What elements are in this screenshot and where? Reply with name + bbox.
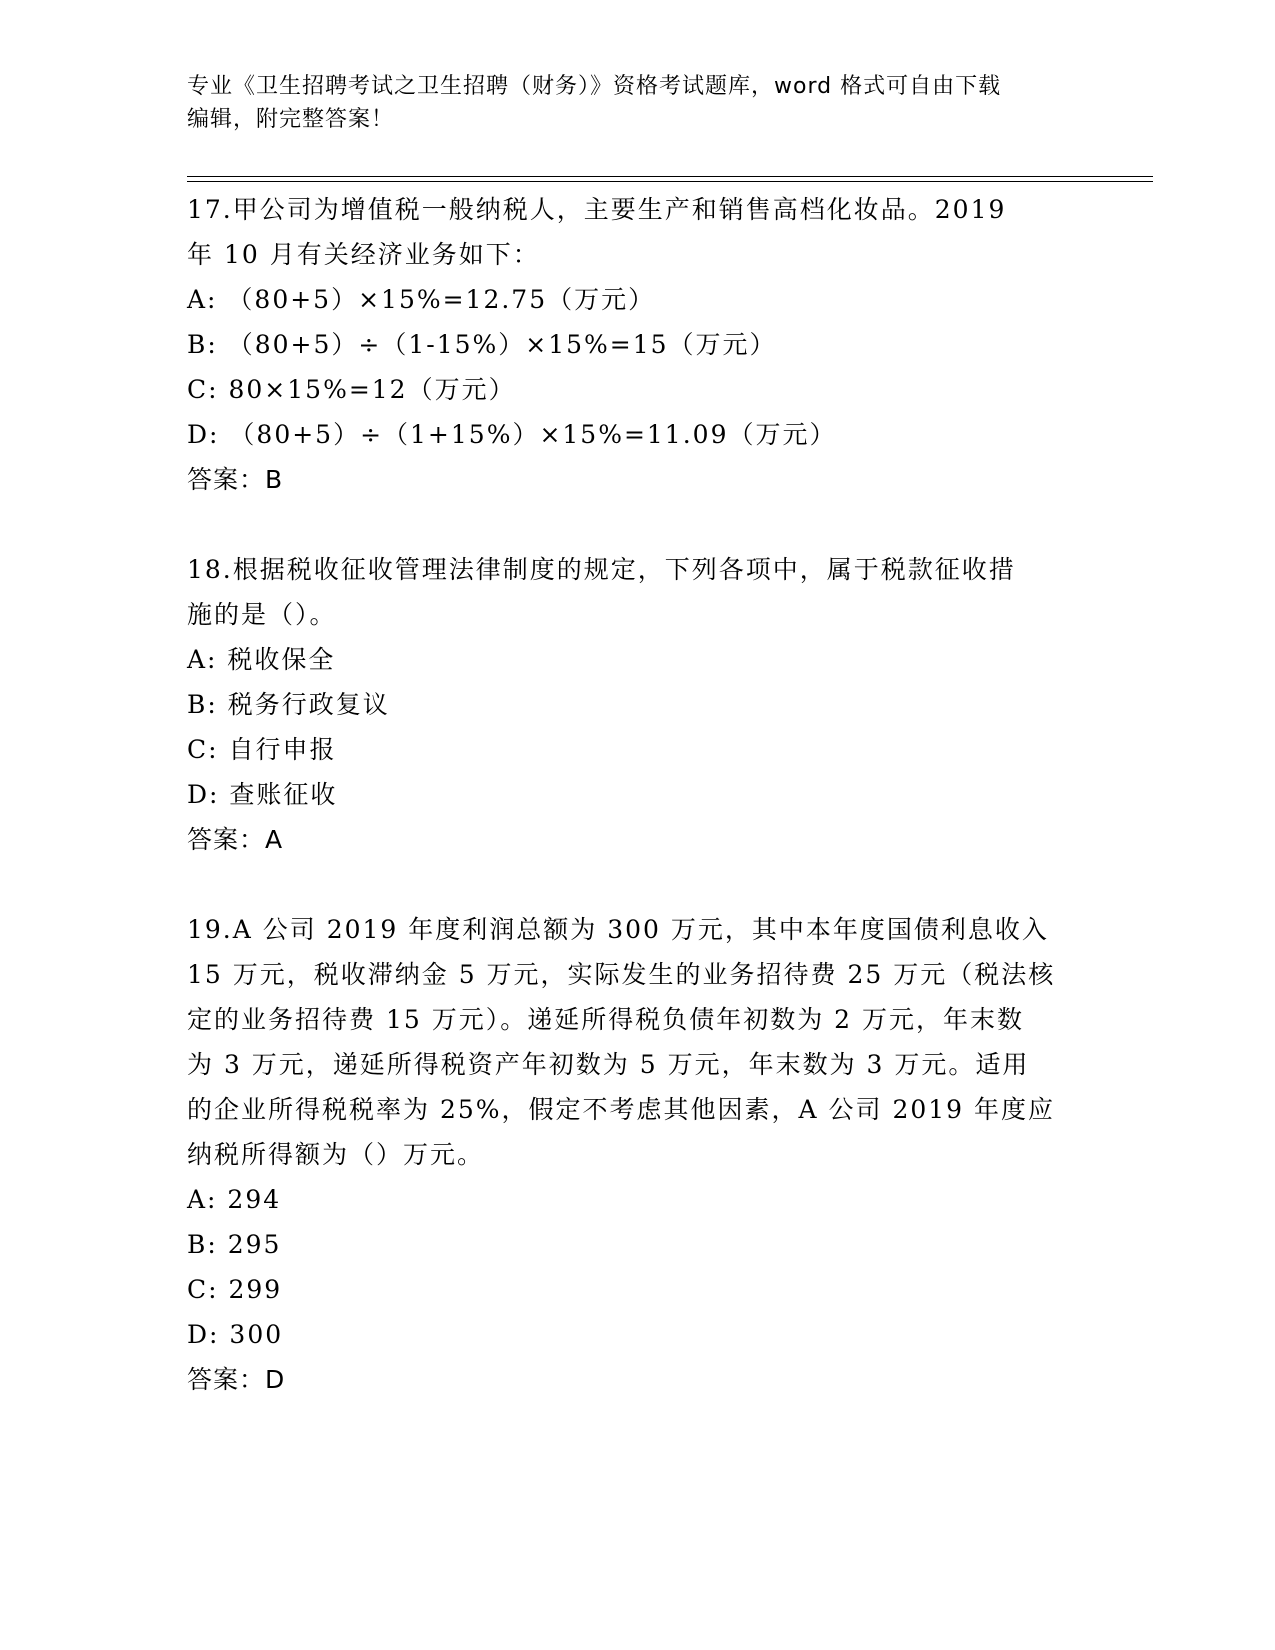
stem-line: 为 3 万元，递延所得税资产年初数为 5 万元，年末数为 3 万元。适用 xyxy=(187,1050,1030,1079)
option-c: C: 自行申报 xyxy=(187,735,337,764)
stem-line: 纳税所得额为（）万元。 xyxy=(187,1140,485,1169)
option-a: A: （80+5）×15%=12.75（万元） xyxy=(187,285,656,314)
option-c: C: 299 xyxy=(187,1275,283,1304)
header-line-2: 编辑，附完整答案！ xyxy=(187,107,395,132)
option-d: D: （80+5）÷（1+15%）×15%=11.09（万元） xyxy=(187,420,837,449)
option-b: B: （80+5）÷（1-15%）×15%=15（万元） xyxy=(187,330,777,359)
option-d: D: 300 xyxy=(187,1320,284,1349)
stem-line: 17.甲公司为增值税一般纳税人，主要生产和销售高档化妆品。2019 xyxy=(187,195,1007,224)
stem-line: 定的业务招待费 15 万元）。递延所得税负债年初数为 2 万元，年末数 xyxy=(187,1005,1025,1034)
question-stem xyxy=(187,187,1087,277)
header-rule-bottom xyxy=(187,181,1153,182)
question-list xyxy=(187,187,1087,1447)
header-line-1: 专业《卫生招聘考试之卫生招聘（财务）》资格考试题库，word 格式可自由下载 xyxy=(187,74,1002,99)
stem-line: 的企业所得税税率为 25%，假定不考虑其他因素，A 公司 2019 年度应 xyxy=(187,1095,1056,1124)
option-d: D: 查账征收 xyxy=(187,780,338,809)
question-stem xyxy=(187,547,1087,637)
option-c: C: 80×15%=12（万元） xyxy=(187,375,516,404)
answer-line: 答案：A xyxy=(187,825,284,854)
header-rule-top xyxy=(187,176,1153,177)
question-17 xyxy=(187,187,1087,502)
question-19 xyxy=(187,907,1087,1402)
stem-line: 施的是（）。 xyxy=(187,600,337,629)
option-a: A: 294 xyxy=(187,1185,282,1214)
stem-line: 18.根据税收征收管理法律制度的规定，下列各项中，属于税款征收措 xyxy=(187,555,1016,584)
option-b: B: 税务行政复议 xyxy=(187,690,390,719)
option-a: A: 税收保全 xyxy=(187,645,336,674)
answer-line: 答案：B xyxy=(187,465,284,494)
stem-line: 19.A 公司 2019 年度利润总额为 300 万元，其中本年度国债利息收入 xyxy=(187,915,1049,944)
question-18 xyxy=(187,547,1087,862)
answer-line: 答案：D xyxy=(187,1365,286,1394)
option-b: B: 295 xyxy=(187,1230,282,1259)
document-header xyxy=(187,70,1087,136)
stem-line: 年 10 月有关经济业务如下： xyxy=(187,240,540,269)
question-stem xyxy=(187,907,1087,1177)
stem-line: 15 万元，税收滞纳金 5 万元，实际发生的业务招待费 25 万元（税法核 xyxy=(187,960,1056,989)
